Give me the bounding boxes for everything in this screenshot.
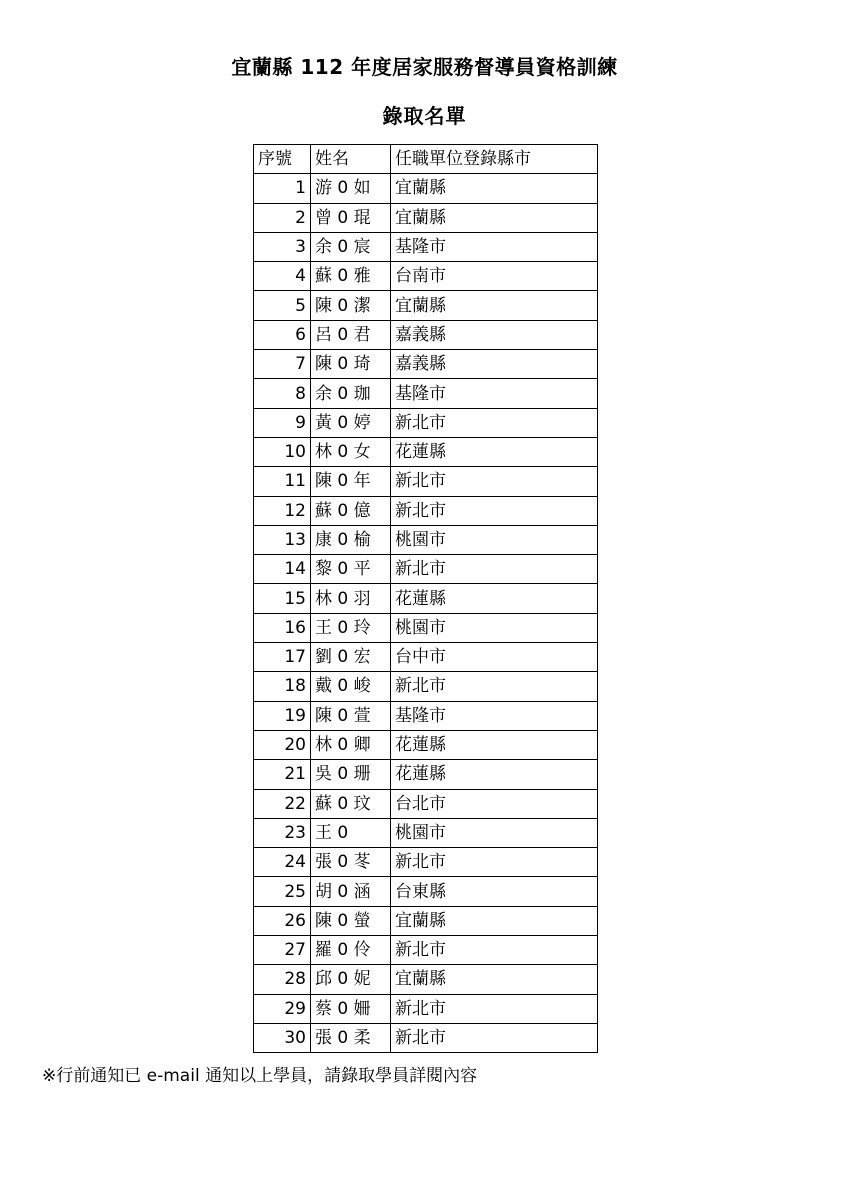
cell-city: 嘉義縣 <box>391 320 598 349</box>
cell-index: 5 <box>254 291 311 320</box>
table-row <box>254 437 598 466</box>
cell-index: 12 <box>254 496 311 525</box>
table-row <box>254 555 598 584</box>
cell-index: 19 <box>254 701 311 730</box>
cell-city: 嘉義縣 <box>391 350 598 379</box>
cell-city: 宜蘭縣 <box>391 203 598 232</box>
table-row <box>254 291 598 320</box>
table-row <box>254 232 598 261</box>
cell-name: 曾 0 琨 <box>311 203 391 232</box>
table-row <box>254 525 598 554</box>
cell-city: 宜蘭縣 <box>391 965 598 994</box>
cell-city: 桃園市 <box>391 818 598 847</box>
table-row <box>254 320 598 349</box>
cell-city: 新北市 <box>391 1023 598 1052</box>
cell-name: 邱 0 妮 <box>311 965 391 994</box>
cell-city: 新北市 <box>391 936 598 965</box>
cell-name: 胡 0 涵 <box>311 877 391 906</box>
cell-city: 桃園市 <box>391 525 598 554</box>
cell-name: 黃 0 婷 <box>311 408 391 437</box>
cell-city: 新北市 <box>391 467 598 496</box>
cell-name: 陳 0 螢 <box>311 906 391 935</box>
table-row <box>254 613 598 642</box>
cell-city: 宜蘭縣 <box>391 291 598 320</box>
cell-name: 陳 0 年 <box>311 467 391 496</box>
cell-index: 3 <box>254 232 311 261</box>
table-header-row <box>254 145 598 174</box>
cell-city: 宜蘭縣 <box>391 906 598 935</box>
column-header-city: 任職單位登錄縣市 <box>391 145 598 174</box>
cell-index: 26 <box>254 906 311 935</box>
cell-index: 23 <box>254 818 311 847</box>
column-header-index: 序號 <box>254 145 311 174</box>
table-row <box>254 408 598 437</box>
cell-index: 9 <box>254 408 311 437</box>
cell-city: 桃園市 <box>391 613 598 642</box>
cell-index: 18 <box>254 672 311 701</box>
column-header-name: 姓名 <box>311 145 391 174</box>
cell-name: 林 0 卿 <box>311 730 391 759</box>
cell-name: 陳 0 萱 <box>311 701 391 730</box>
cell-city: 花蓮縣 <box>391 730 598 759</box>
cell-name: 陳 0 琦 <box>311 350 391 379</box>
cell-city: 新北市 <box>391 408 598 437</box>
table-row <box>254 496 598 525</box>
table-row <box>254 818 598 847</box>
cell-name: 林 0 羽 <box>311 584 391 613</box>
cell-name: 張 0 苳 <box>311 848 391 877</box>
cell-name: 蘇 0 玟 <box>311 789 391 818</box>
document-subtitle: 錄取名單 <box>382 104 467 128</box>
cell-name: 戴 0 峻 <box>311 672 391 701</box>
table-row <box>254 965 598 994</box>
cell-name: 王 0 玲 <box>311 613 391 642</box>
table-row <box>254 1023 598 1052</box>
cell-index: 15 <box>254 584 311 613</box>
cell-city: 花蓮縣 <box>391 437 598 466</box>
cell-city: 新北市 <box>391 672 598 701</box>
footnote: ※行前通知已 e-mail 通知以上學員，請錄取學員詳閱內容 <box>42 1066 478 1086</box>
cell-index: 17 <box>254 643 311 672</box>
cell-city: 台北市 <box>391 789 598 818</box>
cell-city: 台中市 <box>391 643 598 672</box>
table-row <box>254 379 598 408</box>
table-row <box>254 848 598 877</box>
table-row <box>254 994 598 1023</box>
cell-name: 羅 0 伶 <box>311 936 391 965</box>
cell-index: 29 <box>254 994 311 1023</box>
table-row <box>254 877 598 906</box>
cell-name: 吳 0 珊 <box>311 760 391 789</box>
table-row <box>254 672 598 701</box>
cell-city: 基隆市 <box>391 232 598 261</box>
cell-index: 6 <box>254 320 311 349</box>
table-row <box>254 760 598 789</box>
cell-city: 新北市 <box>391 848 598 877</box>
table-row <box>254 350 598 379</box>
cell-city: 基隆市 <box>391 701 598 730</box>
cell-name: 康 0 榆 <box>311 525 391 554</box>
cell-name: 陳 0 潔 <box>311 291 391 320</box>
table-row <box>254 701 598 730</box>
cell-name: 游 0 如 <box>311 174 391 203</box>
cell-city: 基隆市 <box>391 379 598 408</box>
table-row <box>254 467 598 496</box>
cell-city: 新北市 <box>391 555 598 584</box>
cell-index: 21 <box>254 760 311 789</box>
cell-name: 蘇 0 雅 <box>311 262 391 291</box>
cell-name: 劉 0 宏 <box>311 643 391 672</box>
cell-index: 7 <box>254 350 311 379</box>
cell-index: 4 <box>254 262 311 291</box>
table-row <box>254 584 598 613</box>
cell-index: 8 <box>254 379 311 408</box>
cell-index: 16 <box>254 613 311 642</box>
cell-name: 呂 0 君 <box>311 320 391 349</box>
cell-index: 24 <box>254 848 311 877</box>
cell-name: 蔡 0 姍 <box>311 994 391 1023</box>
cell-name: 張 0 柔 <box>311 1023 391 1052</box>
cell-index: 2 <box>254 203 311 232</box>
document-title: 宜蘭縣 112 年度居家服務督導員資格訓練 <box>231 55 618 79</box>
cell-city: 台東縣 <box>391 877 598 906</box>
cell-index: 1 <box>254 174 311 203</box>
cell-index: 28 <box>254 965 311 994</box>
cell-name: 王 0 <box>311 818 391 847</box>
cell-index: 10 <box>254 437 311 466</box>
cell-name: 林 0 女 <box>311 437 391 466</box>
table-row <box>254 643 598 672</box>
admission-table <box>253 144 598 1053</box>
table-body <box>254 174 598 1053</box>
cell-index: 20 <box>254 730 311 759</box>
table-row <box>254 262 598 291</box>
table-row <box>254 174 598 203</box>
cell-name: 蘇 0 億 <box>311 496 391 525</box>
cell-name: 余 0 珈 <box>311 379 391 408</box>
cell-index: 14 <box>254 555 311 584</box>
cell-name: 黎 0 平 <box>311 555 391 584</box>
cell-index: 30 <box>254 1023 311 1052</box>
cell-city: 宜蘭縣 <box>391 174 598 203</box>
table-row <box>254 203 598 232</box>
cell-city: 新北市 <box>391 994 598 1023</box>
table-row <box>254 730 598 759</box>
cell-city: 新北市 <box>391 496 598 525</box>
cell-name: 余 0 宸 <box>311 232 391 261</box>
table-row <box>254 906 598 935</box>
cell-index: 25 <box>254 877 311 906</box>
table-row <box>254 789 598 818</box>
cell-index: 22 <box>254 789 311 818</box>
cell-city: 台南市 <box>391 262 598 291</box>
cell-city: 花蓮縣 <box>391 760 598 789</box>
table-row <box>254 936 598 965</box>
cell-index: 27 <box>254 936 311 965</box>
cell-index: 11 <box>254 467 311 496</box>
cell-index: 13 <box>254 525 311 554</box>
cell-city: 花蓮縣 <box>391 584 598 613</box>
